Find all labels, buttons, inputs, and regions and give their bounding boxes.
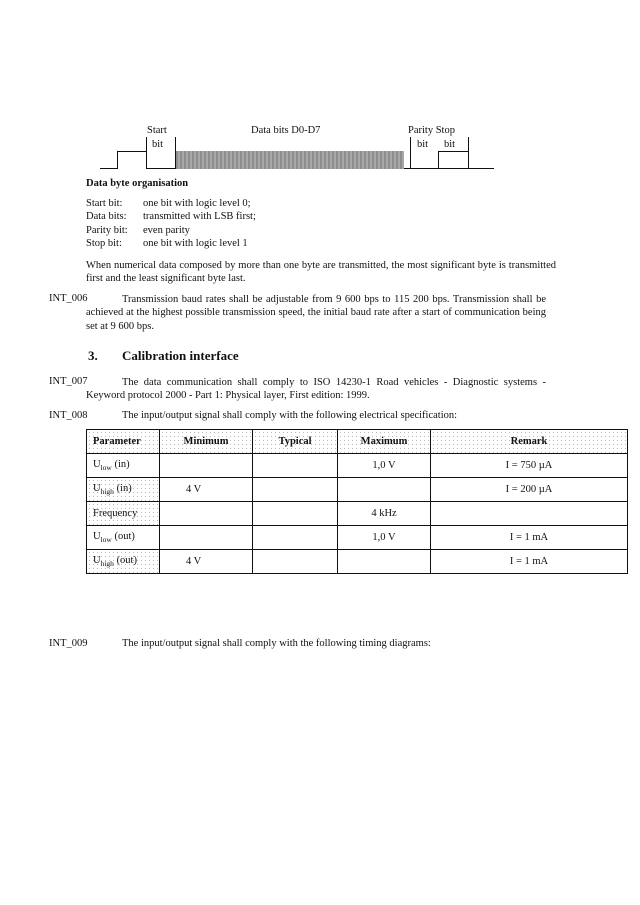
section-heading: 3. Calibration interface xyxy=(88,348,239,363)
table-row: $U_{high}$ (in) 4 V I = 200 µA xyxy=(87,478,628,502)
table-row: $U_{low}$ (out) 1,0 V I = 1 mA xyxy=(87,526,628,550)
parity-stop-label: Parity Stop xyxy=(408,125,455,136)
column-header: Parameter xyxy=(87,430,160,454)
definition-row: Stop bit: one bit with logic level 1 xyxy=(86,238,248,250)
parity-bit-label: bit xyxy=(417,139,429,150)
column-header: Typical xyxy=(253,430,338,454)
table-row: $U_{low}$ (in) 1,0 V I = 750 µA xyxy=(87,454,628,478)
stop-bit-label: bit xyxy=(444,139,456,150)
column-header: Minimum xyxy=(160,430,253,454)
definition-list xyxy=(86,197,256,251)
definition-row: Start bit: one bit with logic level 0; xyxy=(86,198,251,209)
definition-row: Parity bit: even parity xyxy=(86,224,190,236)
column-header: Remark xyxy=(431,430,628,454)
table-row: $U_{high}$ (out) 4 V I = 1 mA xyxy=(87,550,628,574)
requirement-id: INT_009 xyxy=(49,638,88,649)
requirement-text: Transmission baud rates shall be adjustable from 9 600 bps to 115 200 bps. Transmission shall be achieved at the highest possible transmission speed, the initial baud rate after a start of communication being set at 9 600 bps. xyxy=(86,294,546,332)
definition-row: Data bits: transmitted with LSB first; xyxy=(86,211,256,223)
data-bits-band xyxy=(176,151,404,169)
requirement-text: The input/output signal shall comply with the following timing diagrams: xyxy=(122,638,431,649)
table-header-row xyxy=(87,430,628,454)
start-label: Start xyxy=(147,125,167,136)
electrical-spec-table xyxy=(86,429,628,574)
start-bit-label: bit xyxy=(152,139,164,150)
requirement-id: INT_007 xyxy=(49,376,88,387)
requirement-text: The input/output signal shall comply with the following electrical specification: xyxy=(122,410,458,421)
requirement-id: INT_008 xyxy=(49,410,88,421)
table-row: Frequency 4 kHz xyxy=(87,502,628,526)
requirement-id: INT_006 xyxy=(49,293,88,304)
byte-order-paragraph: When numerical data composed by more than one byte are transmitted, the most significant byte is transmitted first and the least significant byte last. xyxy=(86,260,556,285)
requirement-text: The data communication shall comply to ISO 14230-1 Road vehicles - Diagnostic systems - Keyword protocol 2000 - Part 1: Physical layer, First edition: 1999. xyxy=(86,377,546,402)
data-bits-label: Data bits D0-D7 xyxy=(251,125,321,136)
column-header: Maximum xyxy=(338,430,431,454)
figure-caption: Data byte organisation xyxy=(86,178,189,189)
